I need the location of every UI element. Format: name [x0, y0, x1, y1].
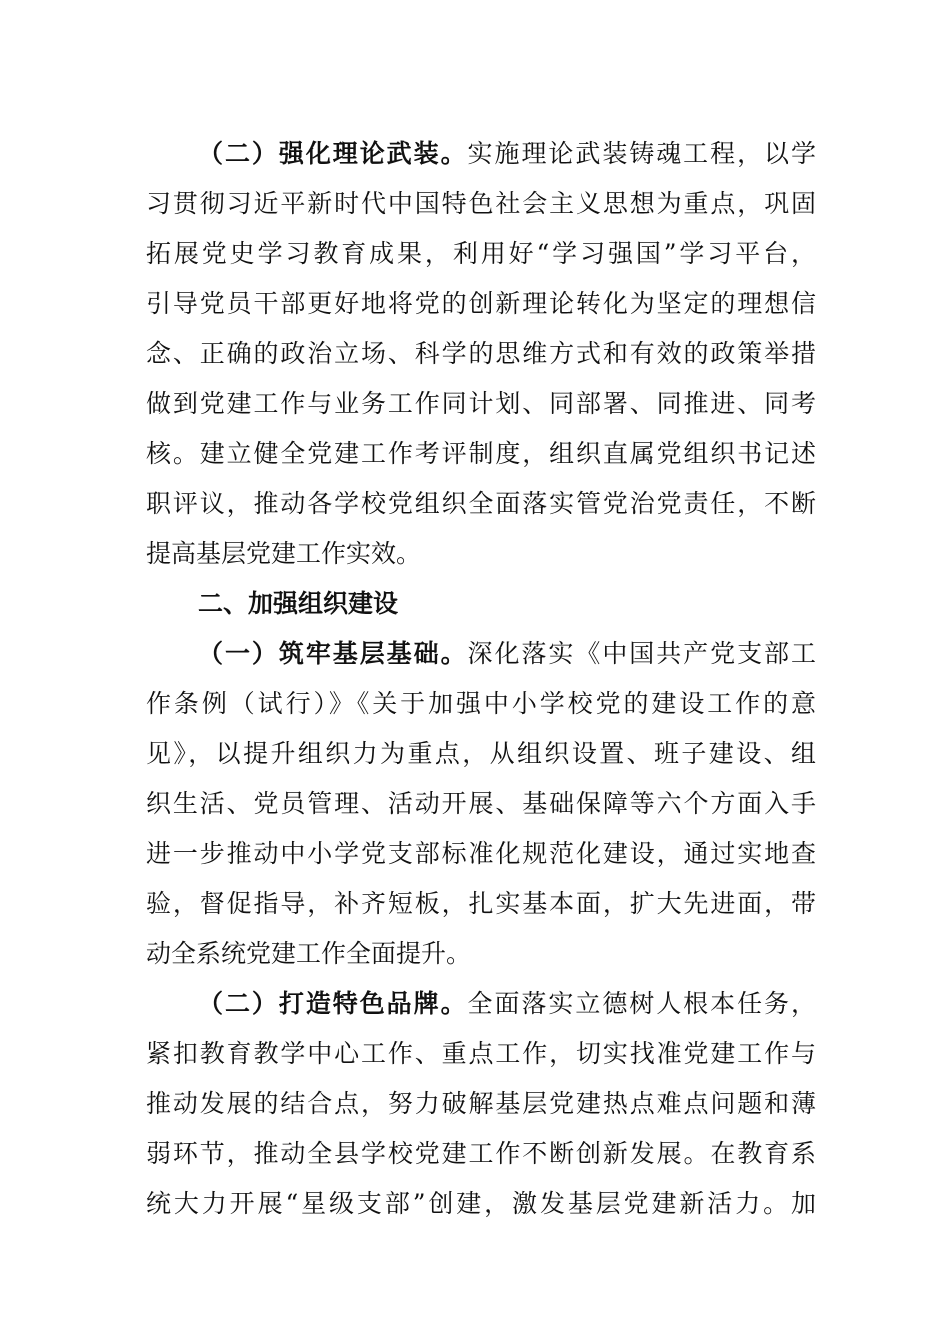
paragraph-line: 提高基层党建工作实效。 [146, 539, 422, 568]
section-heading: （二）打造特色品牌。 [198, 989, 468, 1018]
paragraph-line [198, 636, 816, 672]
paragraph-line: 推动发展的结合点，努力破解基层党建热点难点问题和薄 [146, 1089, 816, 1118]
paragraph-line: 引导党员干部更好地将党的创新理论转化为坚定的理想信 [146, 289, 816, 318]
section-title: 二、加强组织建设 [198, 589, 399, 618]
paragraph-line [198, 986, 816, 1022]
paragraph-line: 做到党建工作与业务工作同计划、同部署、同推进、同考 [146, 389, 816, 418]
paragraph-line: 统大力开展“星级支部”创建，激发基层党建新活力。加 [146, 1189, 816, 1218]
paragraph-line: 习贯彻习近平新时代中国特色社会主义思想为重点，巩固 [146, 189, 816, 218]
section-heading: （一）筑牢基层基础。 [198, 639, 468, 668]
paragraph-line: 进一步推动中小学党支部标准化规范化建设，通过实地查 [146, 839, 816, 868]
paragraph-text: 全面落实立德树人根本任务， [467, 989, 816, 1018]
paragraph-line: 织生活、党员管理、活动开展、基础保障等六个方面入手 [146, 789, 816, 818]
paragraph-line: 紧扣教育教学中心工作、重点工作，切实找准党建工作与 [146, 1039, 816, 1068]
paragraph-line: 见》，以提升组织力为重点，从组织设置、班子建设、组 [146, 739, 816, 768]
paragraph-line: 作条例（试行）》《关于加强中小学校党的建设工作的意 [146, 689, 816, 718]
paragraph-text: 深化落实《中国共产党支部工 [467, 639, 816, 668]
paragraph-line: 核。建立健全党建工作考评制度，组织直属党组织书记述 [146, 439, 816, 468]
paragraph-line: 职评议，推动各学校党组织全面落实管党治党责任，不断 [146, 489, 816, 518]
paragraph-line: 念、正确的政治立场、科学的思维方式和有效的政策举措 [146, 339, 816, 368]
paragraph-line: 验，督促指导，补齐短板，扎实基本面，扩大先进面，带 [146, 889, 816, 918]
paragraph-text: 实施理论武装铸魂工程，以学 [467, 139, 816, 168]
paragraph-line: 拓展党史学习教育成果，利用好“学习强国”学习平台， [146, 239, 816, 268]
paragraph-line: 弱环节，推动全县学校党建工作不断创新发展。在教育系 [146, 1139, 816, 1168]
section-heading: （二）强化理论武装。 [198, 139, 468, 168]
paragraph-line: 动全系统党建工作全面提升。 [146, 939, 472, 968]
paragraph-line [198, 136, 816, 172]
